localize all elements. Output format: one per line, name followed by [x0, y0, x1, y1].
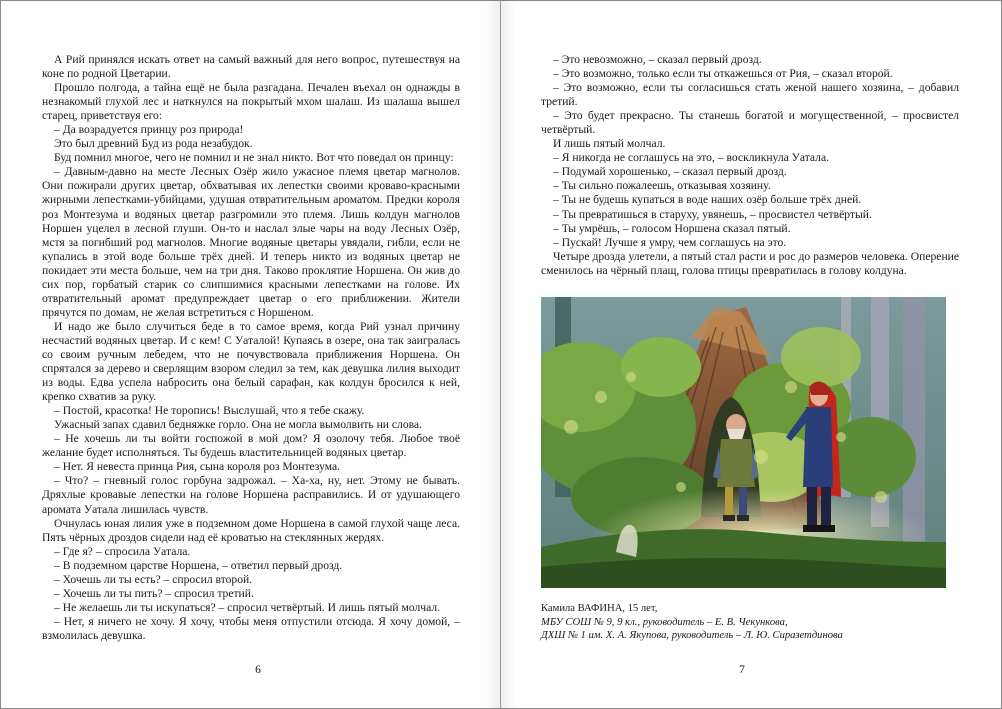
paragraph: Буд помнил многое, чего не помнил и не знал никто. Вот что поведал он принцу: — [54, 151, 454, 165]
paragraph: – Ты умрёшь, – голосом Норшена сказал пятый. — [553, 221, 791, 235]
paragraph: – Ты превратишься в старуху, увянешь, – просвистел четвёртый. — [553, 207, 872, 221]
paragraph: – Что? – гневный голос горбуна задрожал. – Ха-ха, ну, нет. Этому не бывать. Дряхлые кровавые лепестки на голове Норшена расправились. И от удушающего аромата Уатала лишилась чувств. — [42, 474, 460, 516]
paragraph: – Постой, красотка! Не торопись! Выслушай, что я тебе скажу. — [54, 404, 365, 418]
illustration-painting — [541, 297, 946, 588]
paragraph: – Не желаешь ли ты искупаться? – спросил четвёртый. И лишь пятый молчал. — [54, 600, 441, 614]
illustration — [541, 297, 946, 588]
paragraph: – Хочешь ли ты есть? – спросил второй. — [54, 572, 253, 586]
paragraph: – Пускай! Лучше я умру, чем соглашусь на это. — [553, 235, 787, 249]
illustration-caption — [541, 602, 961, 643]
paragraph: И лишь пятый молчал. — [553, 137, 666, 151]
paragraph: – Да возрадуется принцу роз природа! — [54, 123, 244, 137]
paragraph: Прошло полгода, а тайна ещё не была разгадана. Печален въехал он однажды в незнакомый глухой лес и наткнулся на покрытый мхом шалаш. Из шалаша вышел старец, приветствуя его: — [42, 81, 460, 123]
right-page-text — [541, 53, 959, 278]
page-number-right: 7 — [739, 664, 745, 676]
paragraph: А Рий принялся искать ответ на самый важный для него вопрос, путешествуя на коне по родной Цветарии. — [42, 53, 460, 81]
paragraph: – Не хочешь ли ты войти госпожой в мой дом? Я озолочу тебя. Любое твоё желание будет исполняться. Ты будешь властительницей водяных цветар. — [42, 432, 460, 460]
paragraph: – Ты сильно пожалеешь, отказывая хозяину. — [553, 179, 771, 193]
right-page — [501, 0, 1002, 709]
paragraph: – Где я? – спросила Уатала. — [54, 544, 191, 558]
paragraph: – Ты не будешь купаться в воде наших озёр больше трёх дней. — [553, 193, 862, 207]
paragraph: Это был древний Буд из рода незабудок. — [54, 137, 253, 151]
left-page-text — [42, 53, 460, 643]
paragraph: – Нет, я ничего не хочу. Я хочу, чтобы меня отпустили отсюда. Я хочу домой, – взмолилась девушка. — [42, 614, 460, 642]
paragraph: Очнулась юная лилия уже в подземном доме Норшена в самой глухой чаще леса. Пять чёрных дроздов сидели над её кроватью на стеклянных жердях. — [42, 516, 460, 544]
paragraph: – Это возможно, если ты согласишься стать женой нашего хозяина, – добавил третий. — [541, 81, 959, 109]
paragraph: – Нет. Я невеста принца Рия, сына короля роз Монтезума. — [54, 460, 341, 474]
left-page — [0, 0, 500, 709]
paragraph: – Давным-давно на месте Лесных Озёр жило ужасное племя цветар магнолов. Они пожирали других цветар, обхватывая их лепестки своими кроваво-красными жирными лепестками-убийцами, удушая отвратительным ароматом. Предки короля роз Монтезума и водяных цветар разгромили это племя. Лишь колдун магнолов Норшен уцелел в лесной глуши. Он-то и наслал злые чары на воду Лесных Озёр, мстя за погибший род магнолов. Многие водяные цветары увядали, гибли, если не купались в этой воде больше трёх дней. И теперь никто из водяных цветар не покидает эти места больше, чем на три дня. Таково проклятие Норшена. Он жив до сих пор, горбатый старик со слипшимися красными лепестками на голове. Их отвратительный аромат предупреждает цветар о его приближении. Жители прячутся по домам, не желая встретиться с Норшеном. — [42, 165, 460, 319]
paragraph: – Это невозможно, – сказал первый дрозд. — [553, 53, 762, 66]
paragraph: Четыре дрозда улетели, а пятый стал расти и рос до размеров человека. Оперение сменилось на чёрный плащ, голова птицы превратилась в голову колдуна. — [541, 249, 959, 277]
paragraph: – Это возможно, только если ты откажешься от Рия, – сказал второй. — [553, 67, 893, 81]
caption-school-1: МБУ СОШ № 9, 9 кл., руководитель – Е. В. Чекункова, — [541, 616, 788, 628]
paragraph: Ужасный запах сдавил бедняжке горло. Она не могла вымолвить ни слова. — [54, 418, 422, 432]
page-number-left: 6 — [255, 664, 261, 676]
paragraph: И надо же было случиться беде в то самое время, когда Рий узнал причину несчастий водяных цветар. И с кем! С Уаталой! Купаясь в озере, она так заигралась со своим ручным лебедем, что не почувствовала приближения Норшена. Он спрятался за дерево и сверлящим взором следил за тем, как девушка лилия выходит из воды. Едва успела набросить она белый сарафан, как колдун бросился к ней, крепко схватив за руку. — [42, 319, 460, 404]
tree-trunk — [903, 297, 925, 547]
caption-author: Камила ВАФИНА, 15 лет, — [541, 603, 658, 614]
paragraph: – Хочешь ли ты пить? – спросил третий. — [54, 586, 254, 600]
paragraph: – Подумай хорошенько, – сказал первый дрозд. — [553, 165, 787, 179]
paragraph: – Это будет прекрасно. Ты станешь богатой и могущественной, – просвистел четвёртый. — [541, 109, 959, 137]
paragraph: – Я никогда не соглашусь на это, – воскликнула Уатала. — [553, 151, 830, 165]
paragraph: – В подземном царстве Норшена, – ответил первый дрозд. — [54, 558, 343, 572]
caption-school-2: ДХШ № 1 им. Х. А. Якупова, руководитель – Л. Ю. Сиразетдинова — [541, 630, 843, 641]
